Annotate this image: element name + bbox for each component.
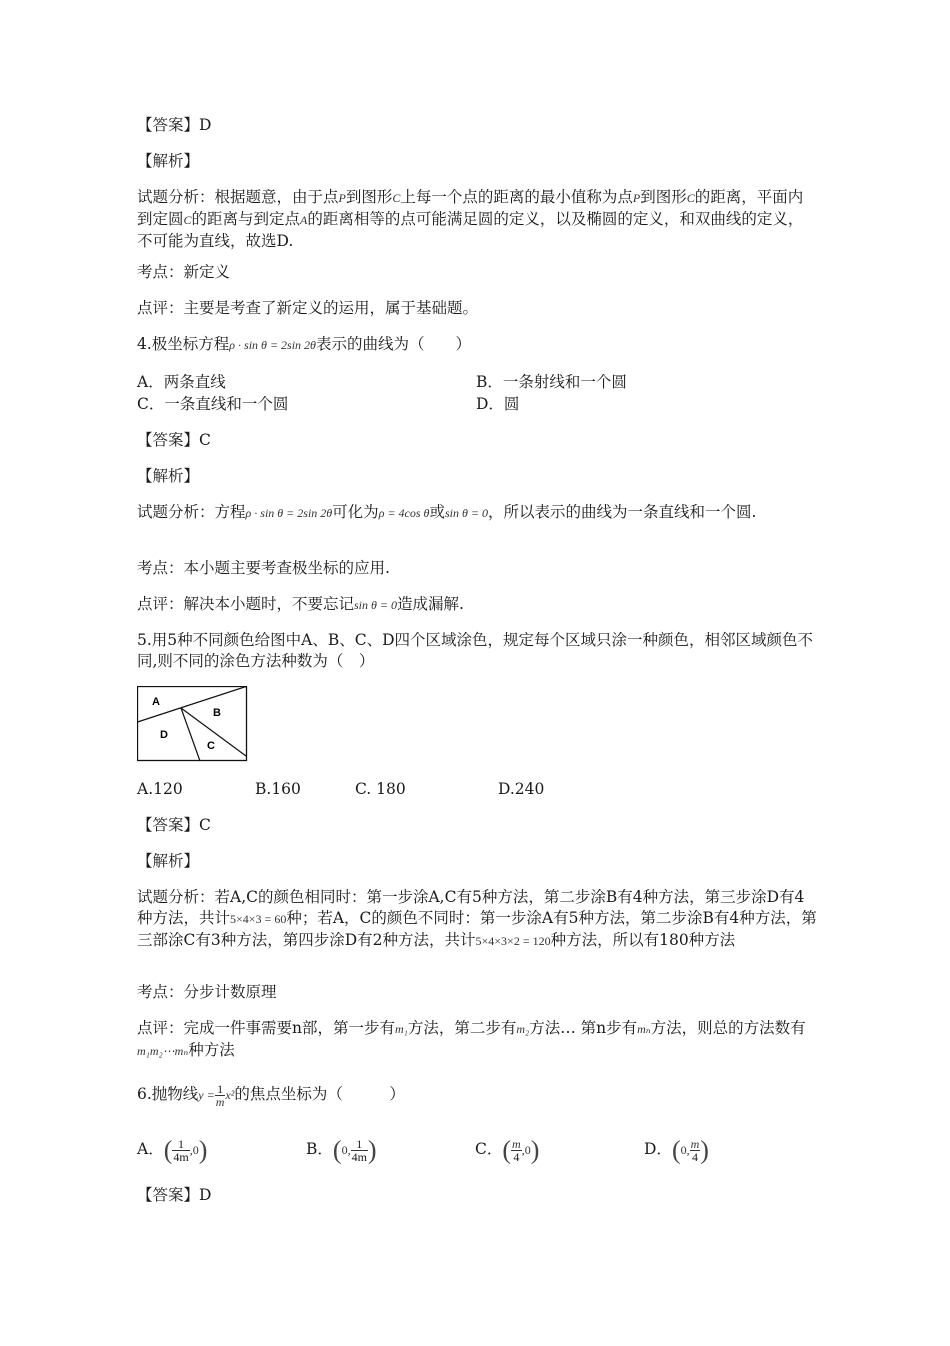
q3-analysis-text: 试题分析：根据题意，由于点P到图形C上每一个点的距离的最小值称为点P到图形C的距离，平面内到定圆C的距离与到定点A的距离相等的点可能满足圆的定义，以及椭圆的定义，和双曲线的定义，不可能为直线，故选D. — [137, 188, 804, 250]
q5-option-b: B.160 — [255, 780, 301, 798]
q6-answer: 【答案】D — [137, 1186, 212, 1204]
q4-option-a: A．两条直线 — [137, 373, 226, 391]
q5-answer: 【答案】C — [137, 816, 211, 834]
figure-label-d: D — [160, 729, 168, 741]
q4-option-d: D．圆 — [476, 395, 520, 413]
q6-eq-fraction: $\frac{1}{m}$ — [215, 1081, 225, 1109]
q5-analysis-heading: 【解析】 — [137, 852, 200, 870]
q3-dianping: 点评：主要是考查了新定义的运用，属于基础题。 — [137, 299, 479, 317]
q3-answer: 【答案】D — [137, 116, 212, 134]
q6-option-b: B．(0, $\frac{1}{4m}$ ) — [306, 1135, 377, 1165]
q3-analysis-heading: 【解析】 — [137, 152, 200, 170]
q4-kaodian: 考点：本小题主要考查极坐标的应用. — [137, 559, 390, 577]
q6-option-a: A．( $\frac{1}{4m}$ ,0) — [137, 1135, 208, 1165]
q6-stem: 6.抛物线y = $\frac{1}{m}$ x²的焦点坐标为（ ） — [137, 1081, 405, 1109]
q4-answer: 【答案】C — [137, 431, 211, 449]
q4-analysis-text: 试题分析：方程ρ · sin θ = 2sin 2θ可化为ρ = 4cos θ或sin θ = 0，所以表示的曲线为一条直线和一个圆. — [137, 503, 757, 521]
q4-option-b: B．一条射线和一个圆 — [476, 373, 627, 391]
region-figure — [137, 686, 249, 762]
q5-dianping: 点评：完成一件事需要n部，第一步有m₁方法，第二步有m₂方法… 第n步有mₙ方法，则总的方法数有m₁m₂⋯mₙ种方法 — [137, 1019, 806, 1059]
q4-dianping: 点评：解决本小题时，不要忘记sin θ = 0造成漏解. — [137, 595, 464, 613]
q5-analysis-text: 试题分析：若A,C的颜色相同时：第一步涂A,C有5种方法，第二步涂B有4种方法，第三步涂D有4种方法，共计5×4×3 = 60种；若A，C的颜色不同时：第一步涂A有5种方法，第二步涂B有4种方法，第三部涂C有3种方法，第四步涂D有2种方法，共计5×4×3×2 = 120种方法，所以有180种方法 — [137, 888, 817, 949]
q5-kaodian: 考点：分步计数原理 — [137, 983, 277, 1001]
q5-stem: 5.用5种不同颜色给图中A、B、C、D四个区域涂色，规定每个区域只涂一种颜色，相邻区域颜色不同,则不同的涂色方法种数为（ ） — [137, 631, 814, 670]
figure-label-a: A — [152, 696, 160, 708]
q5-option-a: A.120 — [137, 780, 183, 798]
figure-label-c: C — [207, 740, 215, 752]
figure-label-b: B — [213, 707, 221, 719]
q6-option-c: C．( $\frac{m}{4}$ ,0) — [475, 1135, 540, 1165]
q5-option-d: D.240 — [498, 780, 545, 798]
q4-stem: 4.极坐标方程ρ · sin θ = 2sin 2θ表示的曲线为（ ） — [137, 335, 471, 353]
q6-option-d: D．(0, $\frac{m}{4}$ ) — [644, 1135, 709, 1165]
q4-option-c: C．一条直线和一个圆 — [137, 395, 289, 413]
q3-kaodian: 考点：新定义 — [137, 263, 231, 281]
q5-option-c: C. 180 — [355, 780, 406, 798]
q4-analysis-heading: 【解析】 — [137, 467, 200, 485]
